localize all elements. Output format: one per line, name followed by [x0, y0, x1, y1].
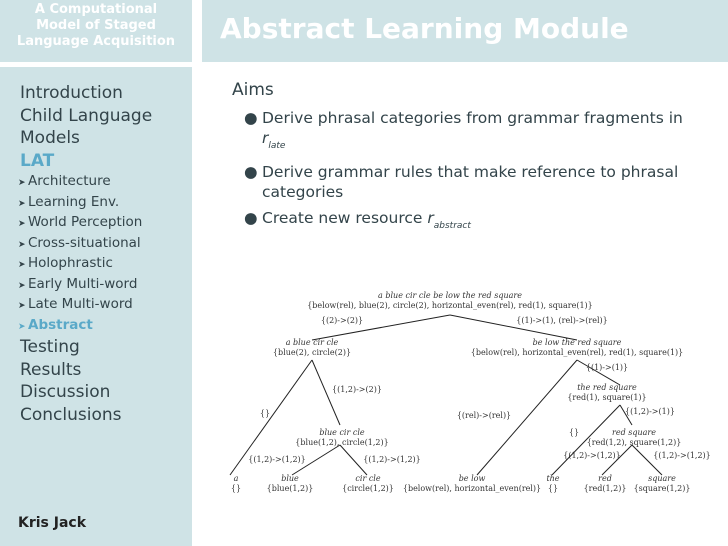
- nav-results[interactable]: Results: [20, 359, 82, 380]
- arrow-icon: ➤: [18, 301, 26, 311]
- arrow-icon: ➤: [18, 219, 26, 229]
- red-map: {(1,2)->(1,2)}: [563, 451, 621, 460]
- nav-sub-learning-env[interactable]: ➤ Learning Env.: [18, 193, 152, 214]
- redsquare-semantics: {red(1,2), square(1,2)}: [586, 438, 682, 447]
- leaf-a-semantics: {}: [230, 484, 242, 493]
- leaf-the-semantics: {}: [547, 484, 559, 493]
- left-phrase: a blue cir cle: [285, 338, 339, 347]
- bullet-icon: ●: [244, 209, 258, 227]
- right-map-top: {(1)->(1)}: [585, 363, 629, 372]
- presentation-title: A Computational Model of Staged Language Acquisition: [16, 2, 176, 49]
- root-semantics: {below(rel), blue(2), circle(2), horizontal_even(rel), red(1), square(1)}: [307, 301, 593, 310]
- nav-discussion[interactable]: Discussion: [20, 382, 111, 402]
- nav-sub-early-multi-word[interactable]: ➤ Early Multi-word: [18, 275, 152, 296]
- nav-sub-cross-situational[interactable]: ➤ Cross-situational: [18, 234, 152, 255]
- arrow-icon: ➤: [18, 198, 26, 209]
- rel-map: {(rel)->(rel)}: [456, 411, 512, 420]
- tree-edge: [602, 445, 632, 475]
- right-semantics: {below(rel), horizontal_even(rel), red(1), square(1)}: [470, 348, 684, 357]
- nav-models[interactable]: Models: [20, 128, 80, 148]
- parse-tree-diagram: [202, 285, 728, 505]
- arrow-icon: ➤: [18, 239, 26, 250]
- bullet-item: ● Derive phrasal categories from grammar fragments in $r_{late}$: [244, 109, 683, 151]
- redsquare-top-phrase: the red square: [577, 383, 637, 392]
- nav-conclusions[interactable]: Conclusions: [20, 404, 122, 425]
- nav-sub-holophrastic[interactable]: ➤ Holophrastic: [18, 254, 152, 275]
- aims-list: [232, 108, 712, 236]
- sidebar-nav: [20, 82, 152, 426]
- nav-sub-architecture[interactable]: ➤ Architecture: [18, 172, 152, 193]
- leaf-a: a: [233, 474, 239, 483]
- root-phrase: a blue cir cle be low the red square: [378, 291, 522, 300]
- left-map: {(1,2)->(2)}: [332, 385, 382, 394]
- nav-introduction[interactable]: Introduction: [20, 83, 123, 103]
- nav-sub-abstract[interactable]: ➤ Abstract: [18, 316, 152, 337]
- sidebar-divider: [0, 62, 192, 67]
- nav-child-language[interactable]: Child Language: [20, 105, 153, 126]
- slide-title: Abstract Learning Module: [220, 12, 629, 45]
- square-map: {(1,2)->(1,2)}: [653, 451, 711, 460]
- root-left-map: {(2)->(2)}: [320, 316, 364, 325]
- bluecircle-phrase: blue cir cle: [319, 428, 365, 437]
- aims-heading: Aims: [232, 80, 274, 100]
- leaf-circle-semantics: {circle(1,2)}: [342, 484, 394, 493]
- empty-right: {}: [568, 428, 580, 437]
- redsquare-map: {(1,2)->(1)}: [625, 407, 675, 416]
- tree-edge: [632, 445, 662, 475]
- arrow-icon: ➤: [18, 321, 26, 332]
- nav-sub-world-perception[interactable]: ➤ World Perception: [18, 213, 152, 234]
- leaf-square-semantics: {square(1,2)}: [633, 484, 691, 493]
- leaf-blue-semantics: {blue(1,2)}: [266, 484, 314, 493]
- redsquare-top-semantics: {red(1), square(1)}: [567, 393, 647, 402]
- author-name: Kris Jack: [18, 515, 87, 531]
- redsquare-phrase: red square: [612, 428, 656, 437]
- bullet-item: ● Create new resource $r_{abstract}$: [244, 209, 471, 231]
- blue-map: {(1,2)->(1,2)}: [248, 455, 306, 464]
- nav-testing[interactable]: Testing: [20, 337, 80, 357]
- leaf-blue: blue: [281, 474, 299, 483]
- circle-map: {(1,2)->(1,2)}: [363, 455, 421, 464]
- slide-content: [232, 80, 712, 242]
- bullet-item: ● Derive grammar rules that make reference to phrasal categories: [244, 163, 679, 201]
- arrow-icon: ➤: [18, 178, 26, 188]
- root-right-map: {(1)->(1), (rel)->(rel)}: [516, 316, 608, 325]
- bullet-icon: ●: [244, 109, 258, 127]
- slide-header: [202, 0, 728, 62]
- leaf-red-semantics: {red(1,2)}: [583, 484, 627, 493]
- empty-left: {}: [259, 409, 271, 418]
- left-semantics: {blue(2), circle(2)}: [272, 348, 352, 357]
- right-phrase: be low the red square: [532, 338, 622, 347]
- sidebar: [0, 0, 192, 546]
- leaf-red: red: [598, 474, 612, 483]
- bullet-icon: ●: [244, 163, 258, 181]
- leaf-circle: cir cle: [355, 474, 381, 483]
- bluecircle-semantics: {blue(1,2), circle(1,2)}: [295, 438, 389, 447]
- leaf-below: be low: [458, 474, 486, 483]
- nav-sub-late-multi-word[interactable]: ➤ Late Multi-word: [18, 295, 152, 316]
- leaf-square: square: [648, 474, 676, 483]
- nav-lat[interactable]: LAT: [20, 150, 55, 171]
- vertical-divider: [192, 0, 202, 546]
- leaf-below-semantics: {below(rel), horizontal_even(rel)}: [402, 484, 542, 493]
- arrow-icon: ➤: [18, 260, 26, 270]
- arrow-icon: ➤: [18, 280, 26, 291]
- leaf-the: the: [546, 474, 560, 483]
